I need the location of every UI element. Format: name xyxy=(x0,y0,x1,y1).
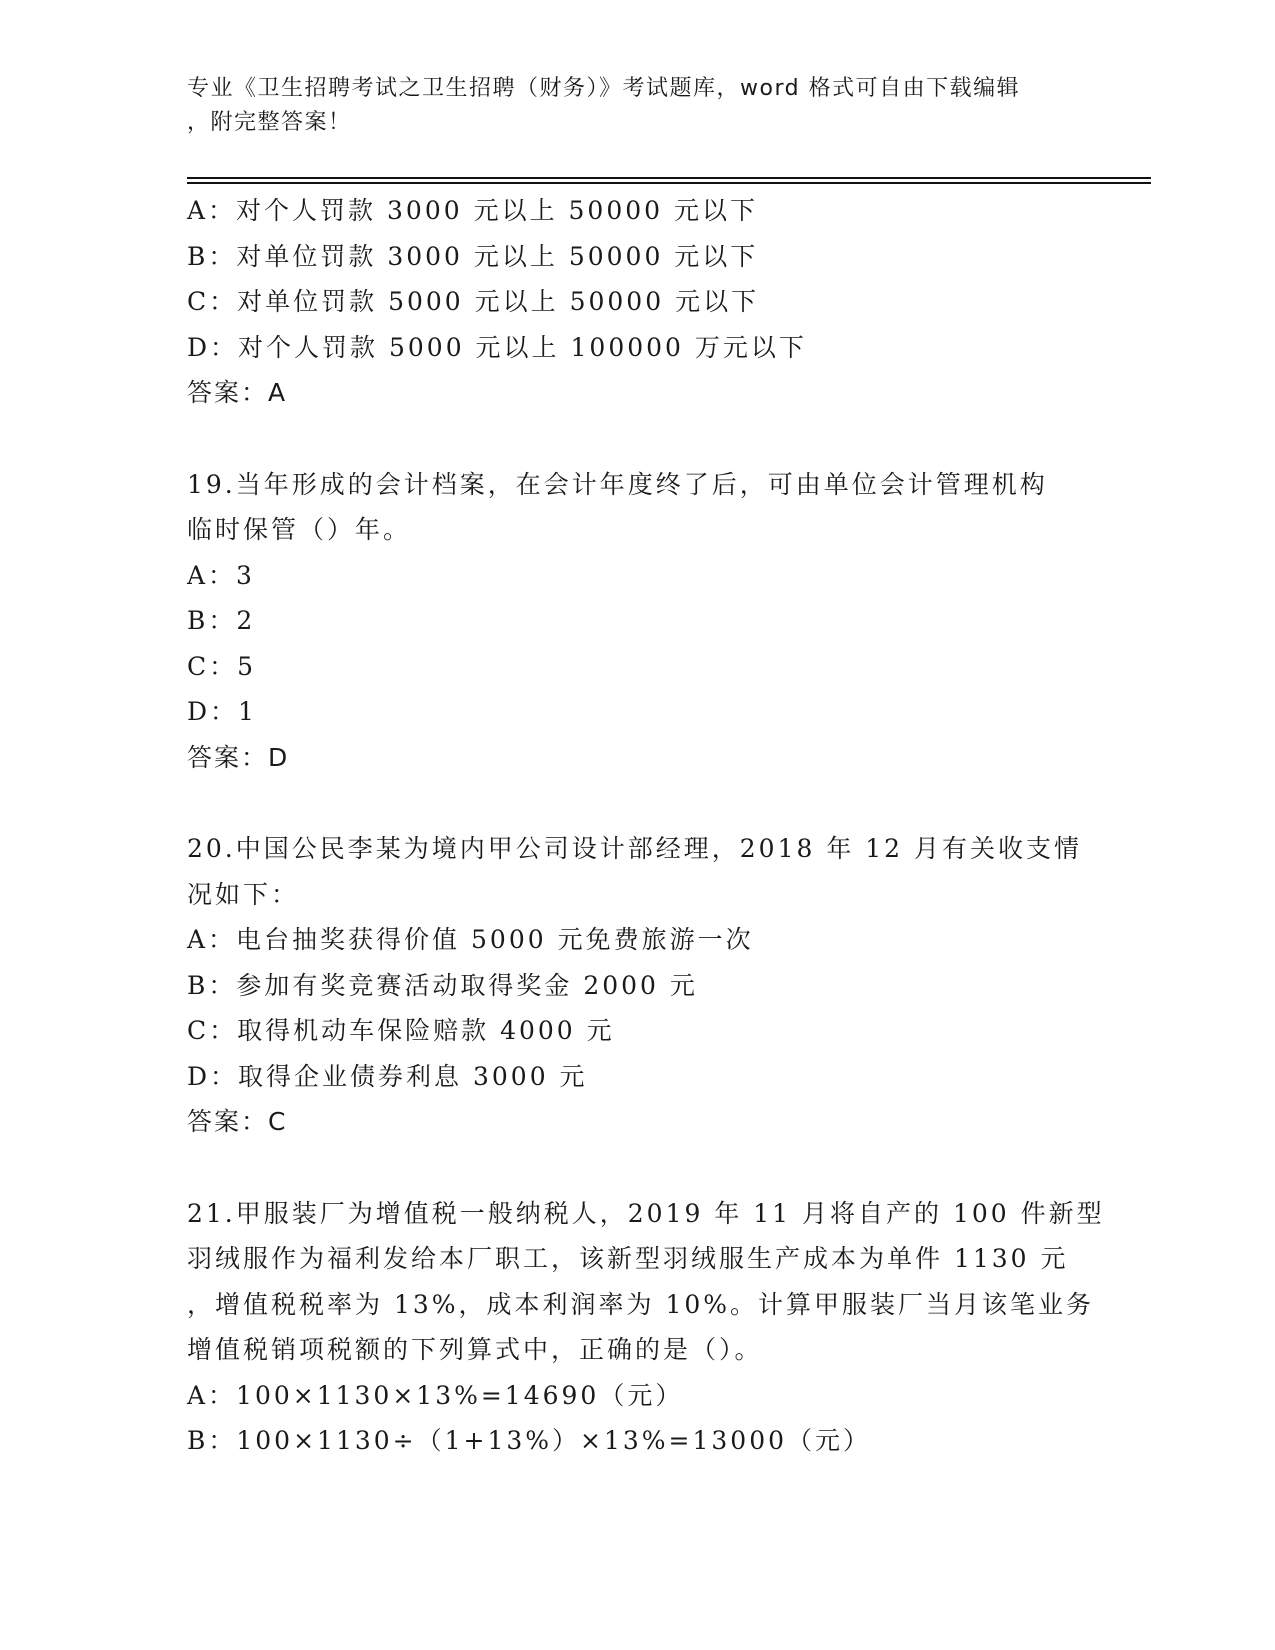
option-c: C：取得机动车保险赔款 4000 元 xyxy=(187,1016,615,1045)
question-19 xyxy=(187,462,1087,781)
question-21 xyxy=(187,1191,1105,1464)
question-text-line-4: 增值税销项税额的下列算式中，正确的是（）。 xyxy=(187,1335,763,1364)
question-text-line-1: 19.当年形成的会计档案，在会计年度终了后，可由单位会计管理机构 xyxy=(187,469,1048,499)
question-text-line-2: 羽绒服作为福利发给本厂职工，该新型羽绒服生产成本为单件 1130 元 xyxy=(187,1244,1069,1273)
option-d: D：1 xyxy=(187,697,257,726)
option-a: A：100×1130×13%=14690（元） xyxy=(187,1380,684,1410)
header-divider-bottom xyxy=(187,182,1151,184)
option-a: A：对个人罚款 3000 元以上 50000 元以下 xyxy=(187,196,758,225)
option-d: D：对个人罚款 5000 元以上 100000 万元以下 xyxy=(187,332,807,362)
question-text-line-1: 21.甲服装厂为增值税一般纳税人，2019 年 11 月将自产的 100 件新型 xyxy=(187,1198,1105,1228)
question-text-line-3: ，增值税税率为 13%，成本利润率为 10%。计算甲服装厂当月该笔业务 xyxy=(187,1289,1095,1319)
question-20 xyxy=(187,826,1087,1145)
question-text-line-2: 临时保管（）年。 xyxy=(187,515,412,544)
option-a: A：电台抽奖获得价值 5000 元免费旅游一次 xyxy=(187,925,754,954)
option-c: C：5 xyxy=(187,651,257,681)
header-line-2: ，附完整答案！ xyxy=(187,110,352,135)
option-b: B：参加有奖竞赛活动取得奖金 2000 元 xyxy=(187,970,698,1000)
option-b: B：对单位罚款 3000 元以上 50000 元以下 xyxy=(187,241,759,271)
option-b: B：100×1130÷（1+13%）×13%=13000（元） xyxy=(187,1426,872,1455)
question-18 xyxy=(187,188,1087,416)
document-body xyxy=(187,188,1105,1464)
answer: 答案：D xyxy=(187,742,290,772)
answer: 答案：A xyxy=(187,378,288,407)
option-b: B：2 xyxy=(187,606,256,635)
question-text-line-2: 况如下： xyxy=(187,879,300,909)
document-header xyxy=(187,72,1067,140)
header-divider-top xyxy=(187,177,1151,179)
option-c: C：对单位罚款 5000 元以上 50000 元以下 xyxy=(187,287,760,316)
answer: 答案：C xyxy=(187,1107,288,1136)
option-d: D：取得企业债券利息 3000 元 xyxy=(187,1061,588,1091)
header-line-1: 专业《卫生招聘考试之卫生招聘（财务）》考试题库，word 格式可自由下载编辑 xyxy=(187,76,1021,101)
option-a: A：3 xyxy=(187,560,255,590)
question-text-line-1: 20.中国公民李某为境内甲公司设计部经理，2018 年 12 月有关收支情 xyxy=(187,834,1083,863)
